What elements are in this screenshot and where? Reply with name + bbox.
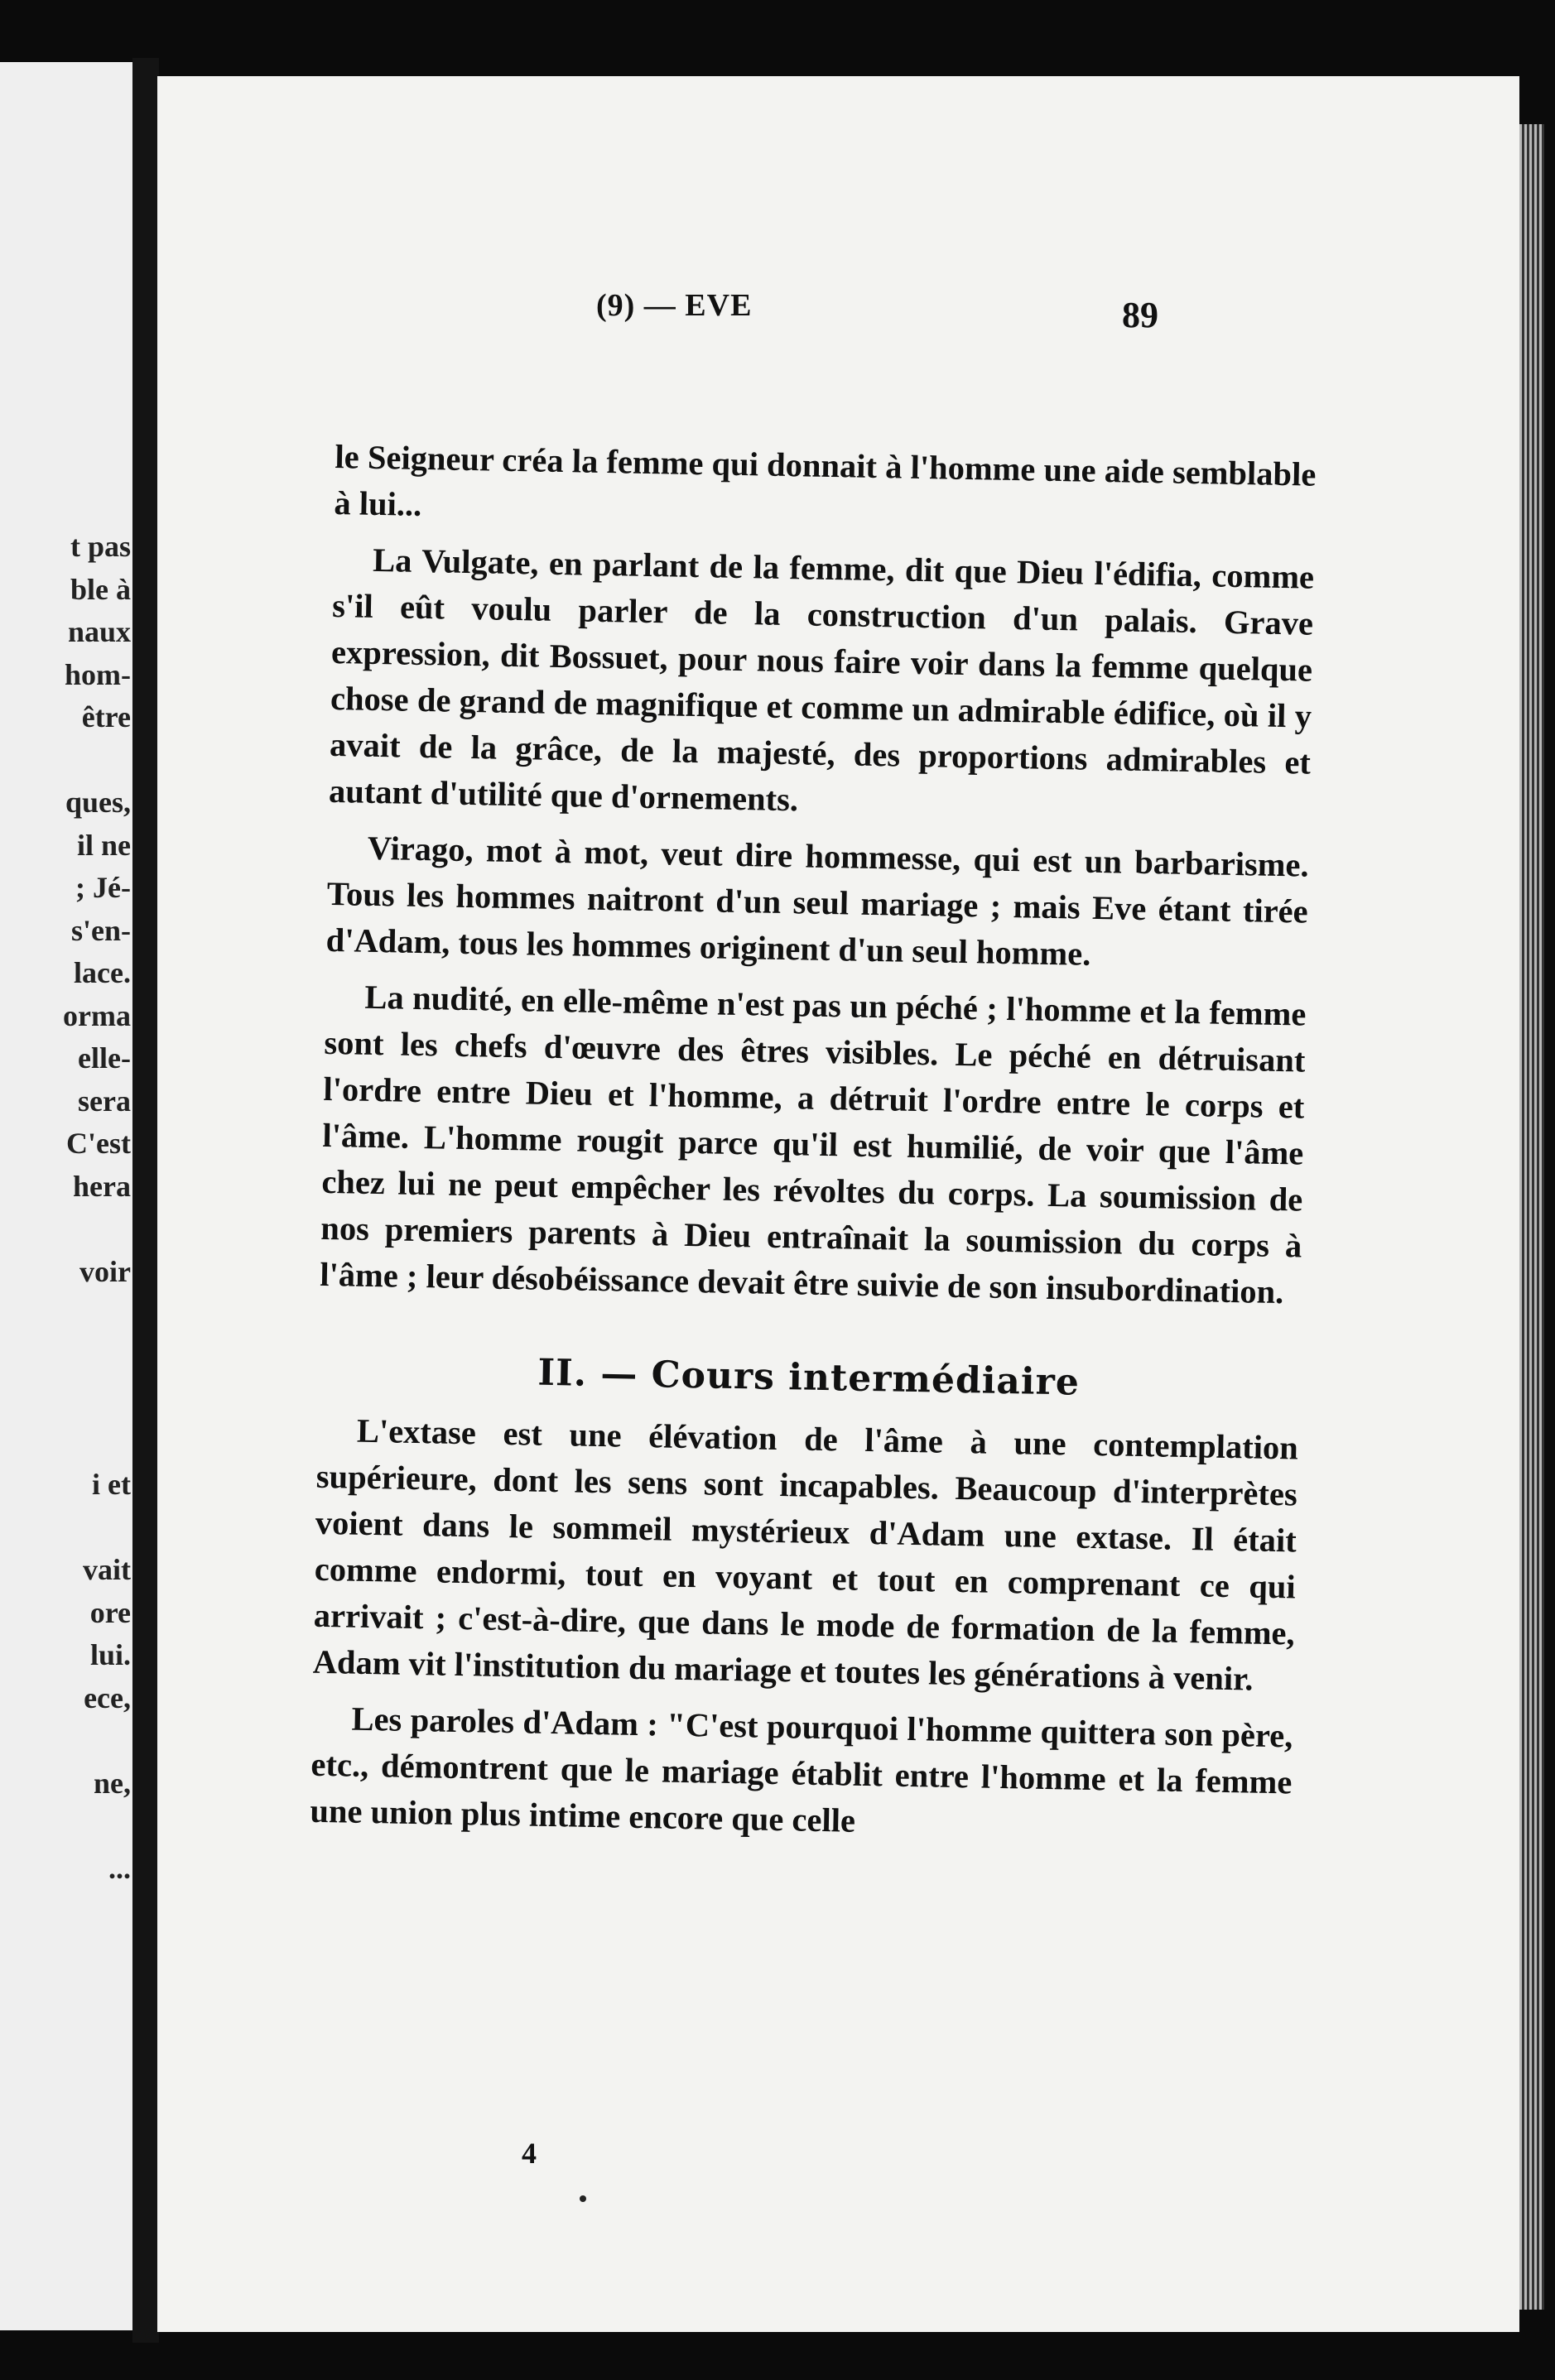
previous-page-fragment [0, 62, 139, 2330]
paragraph-3: Virago, mot à mot, veut dire hommesse, qui est un barbarisme. Tous les hommes naitront d'un seul mariage ; mais Eve étant tirée d'Adam, tous les hommes originent d'un seul homme. [325, 829, 1310, 973]
ink-speck [580, 2195, 586, 2202]
previous-page-line: elle- [78, 1041, 131, 1075]
previous-page-line: orma [63, 998, 131, 1032]
previous-page-line: naux [67, 615, 131, 648]
book-page [157, 76, 1519, 2332]
previous-page-line: être [81, 700, 131, 733]
paragraph-5: L'extase est une élévation de l'âme à une contemplation supérieure, dont les sens sont incapables. Beaucoup d'interprètes voient dans le sommeil mystérieux d'Adam une extase. Il était comme endormi, tout en voyant et tout en comprenant ce qui arrivait ; c'est-à-dire, que dans le mode de formation de la femme, Adam vit l'institution du mariage et toutes les générations à venir. [312, 1411, 1299, 1698]
previous-page-line: i et [92, 1468, 131, 1501]
previous-page-line: lace. [74, 956, 131, 989]
previous-page-line: ; Jé- [75, 871, 131, 904]
previous-page-line: hom- [65, 657, 131, 691]
previous-page-line [63, 1208, 131, 1251]
paragraph-2: La Vulgate, en parlant de la femme, dit que Dieu l'édifia, comme s'il eût voulu parler de la construction d'un palais. Grave expression, dit Bossuet, pour nous faire voir dans la femme quelque chose de grand de magnifique et comme un admirable édifice, où il y avait de la grâce, de la majesté, des proportions admirables et autant d'utilité que d'ornements. [328, 541, 1315, 819]
previous-page-line: voir [79, 1254, 131, 1288]
running-title: (9) — EVE [596, 288, 753, 323]
previous-page-line: ... [108, 1851, 131, 1885]
previous-page-line: ece, [84, 1680, 131, 1714]
book-gutter [132, 58, 159, 2343]
paragraph-1: le Seigneur créa la femme qui donnait à l'homme une aide semblable à lui... [334, 437, 1317, 523]
previous-page-line: ques, [65, 786, 131, 819]
previous-page-line: sera [78, 1084, 131, 1118]
page-number: 89 [1122, 295, 1158, 335]
previous-page-line [63, 1421, 131, 1464]
previous-page-line: s'en- [71, 913, 131, 947]
paragraph-6: Les paroles d'Adam : "C'est pourquoi l'homme quittera son père, etc., démontrent que le mariage établit entre l'homme et la femme une union plus intime encore que celle [310, 1700, 1293, 1839]
page-stack-edge [1519, 124, 1544, 2310]
body-text [310, 434, 1317, 1852]
previous-page-lines [63, 526, 131, 1890]
previous-page-line: t pas [70, 530, 131, 563]
previous-page-line: ble à [70, 572, 131, 606]
section-heading: II. — Cours intermédiaire [537, 1351, 1081, 1404]
previous-page-line [63, 1378, 131, 1421]
previous-page-line: ne, [94, 1766, 131, 1800]
paragraph-4: La nudité, en elle-même n'est pas un péché ; l'homme et la femme sont les chefs d'œuvre des êtres visibles. Le péché en détruisant l'ordre entre Dieu et l'homme, a détruit l'ordre entre le corps et l'âme. L'homme rougit parce qu'il est humilié, de voir que l'âme chez lui ne peut empêcher les révoltes du corps. La soumission de nos premiers parents à Dieu entraînait la soumission du corps à l'âme ; leur désobéissance devait être suivie de son insubordination. [319, 978, 1307, 1311]
previous-page-line [63, 1293, 131, 1336]
previous-page-line [63, 739, 131, 782]
previous-page-line [63, 1805, 131, 1848]
previous-page-line: il ne [76, 828, 131, 862]
previous-page-line: hera [73, 1169, 131, 1203]
previous-page-line [63, 1507, 131, 1550]
previous-page-line: vait [83, 1553, 131, 1586]
previous-page-line: C'est [66, 1127, 131, 1160]
previous-page-line [63, 1719, 131, 1762]
previous-page-line: ore [89, 1595, 131, 1629]
signature-mark: 4 [522, 2137, 537, 2170]
previous-page-line [63, 1336, 131, 1379]
previous-page-line: lui. [89, 1638, 131, 1671]
page-header [157, 287, 1519, 337]
